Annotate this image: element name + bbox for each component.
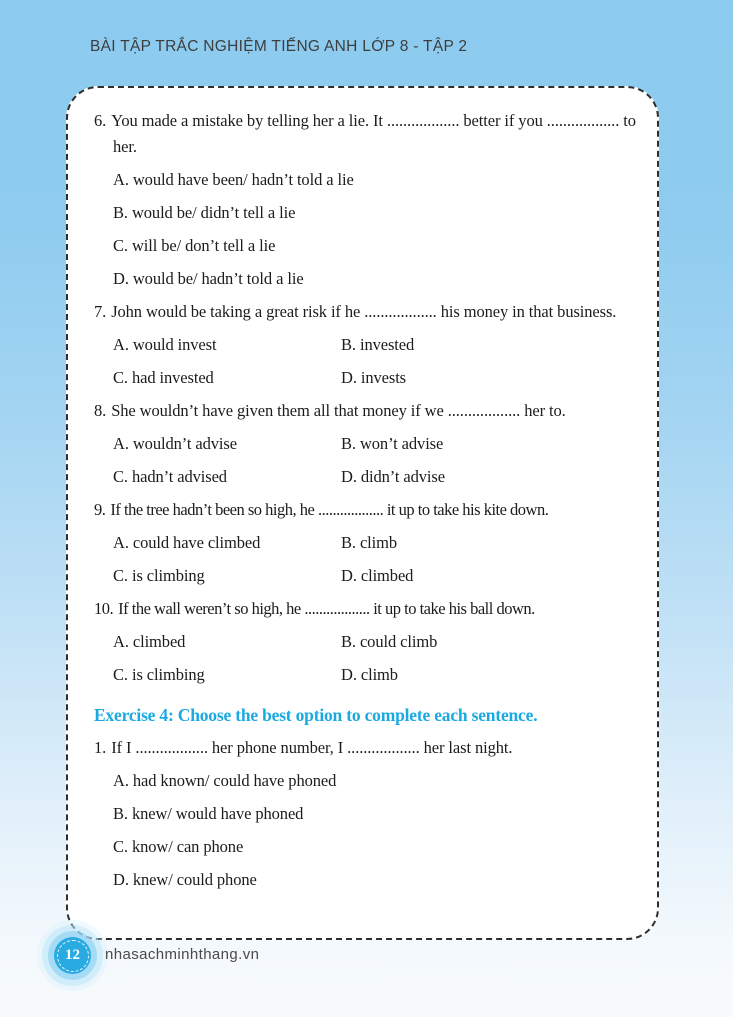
option-b: B. won’t advise	[341, 434, 444, 453]
option-c: C. had invested	[113, 368, 214, 387]
publisher-website: nhasachminhthang.vn	[105, 946, 260, 963]
option-b: B. knew/ would have phoned	[113, 804, 304, 823]
page-number: 12	[65, 947, 80, 963]
question-body: John would be taking a great risk if he .................. his money in that business.	[111, 302, 617, 321]
question-body: If I .................. her phone number, I .................. her last night.	[111, 738, 513, 757]
question-7	[94, 299, 639, 391]
question-6	[94, 108, 639, 292]
question-text	[94, 497, 639, 523]
question-text	[94, 108, 639, 160]
question-1	[94, 735, 639, 893]
option-d: D. climb	[341, 665, 398, 684]
page-header-title: BÀI TẬP TRẮC NGHIỆM TIẾNG ANH LỚP 8 - TẬP 2	[90, 38, 468, 55]
question-body: She wouldn’t have given them all that money if we .................. her to.	[111, 401, 566, 420]
question-text	[94, 398, 639, 424]
option-a: A. could have climbed	[113, 533, 261, 552]
options-list	[94, 768, 639, 893]
option-d: D. knew/ could phone	[113, 870, 257, 889]
options-grid	[94, 523, 639, 589]
option-a: A. wouldn’t advise	[113, 434, 237, 453]
question-body: You made a mistake by telling her a lie. It .................. better if you .................. to her.	[111, 111, 636, 156]
question-number: 10.	[94, 599, 114, 618]
options-list	[94, 167, 639, 292]
option-d: D. climbed	[341, 566, 414, 585]
option-c: C. know/ can phone	[113, 837, 244, 856]
option-a: A. had known/ could have phoned	[113, 771, 337, 790]
question-number: 8.	[94, 401, 107, 420]
option-b: B. climb	[341, 533, 398, 552]
option-c: C. is climbing	[113, 566, 205, 585]
question-number: 9.	[94, 500, 106, 519]
option-b: B. invested	[341, 335, 415, 354]
question-body: If the tree hadn’t been so high, he .................. it up to take his kite down.	[110, 500, 549, 519]
question-number: 1.	[94, 738, 107, 757]
question-number: 6.	[94, 111, 107, 130]
option-b: B. would be/ didn’t tell a lie	[113, 203, 296, 222]
option-b: B. could climb	[341, 632, 438, 651]
question-10	[94, 596, 639, 688]
exercise-box	[66, 86, 659, 940]
option-d: D. would be/ hadn’t told a lie	[113, 269, 304, 288]
question-number: 7.	[94, 302, 107, 321]
option-d: D. invests	[341, 368, 407, 387]
option-a: A. climbed	[113, 632, 186, 651]
question-8	[94, 398, 639, 490]
question-9	[94, 497, 639, 589]
options-grid	[94, 424, 639, 490]
question-body: If the wall weren’t so high, he .................. it up to take his ball down.	[118, 599, 535, 618]
question-text	[94, 299, 639, 325]
option-c: C. is climbing	[113, 665, 205, 684]
option-c: C. hadn’t advised	[113, 467, 227, 486]
question-text	[94, 596, 639, 622]
option-c: C. will be/ don’t tell a lie	[113, 236, 276, 255]
option-a: A. would have been/ hadn’t told a lie	[113, 170, 354, 189]
question-text	[94, 735, 639, 761]
exercise-4-heading: Exercise 4: Choose the best option to complete each sentence.	[94, 705, 538, 725]
page-number-badge	[54, 937, 91, 974]
options-grid	[94, 325, 639, 391]
option-a: A. would invest	[113, 335, 217, 354]
options-grid	[94, 622, 639, 688]
option-d: D. didn’t advise	[341, 467, 445, 486]
